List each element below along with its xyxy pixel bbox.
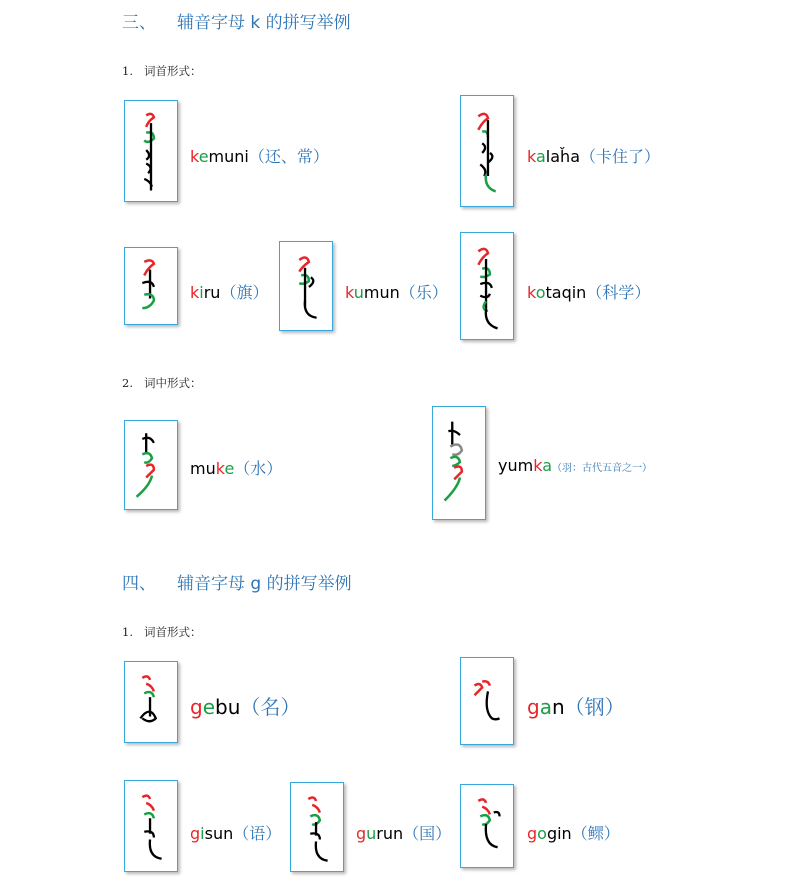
group-number: 1. <box>122 625 133 639</box>
section-title: 辅音字母 k 的拼写举例 <box>177 13 351 33</box>
script-card-kiru <box>124 247 178 325</box>
example-word-gan: gan（钢） <box>527 695 625 719</box>
group-number: 1. <box>122 64 133 78</box>
mongolian-script-glyph <box>125 781 177 871</box>
group-label-text: 词中形式： <box>144 376 202 390</box>
example-word-muke: muke（水） <box>190 459 283 478</box>
gloss: （科学） <box>586 283 651 302</box>
mongolian-script-glyph <box>125 662 177 742</box>
section-title: 辅音字母 g 的拼写举例 <box>177 574 352 594</box>
mongolian-script-glyph <box>291 783 343 871</box>
mongolian-script-glyph <box>461 785 513 867</box>
script-card-gisun <box>124 780 178 872</box>
section-heading-k <box>122 8 351 33</box>
section-number: 三、 <box>122 13 156 33</box>
gloss: （钢） <box>564 695 625 719</box>
gloss: （鳏） <box>571 824 620 843</box>
group-label-text: 词首形式： <box>144 64 202 78</box>
script-card-kalaha <box>460 95 514 207</box>
script-card-kumun <box>279 241 333 331</box>
example-word-kemuni: kemuni（还、常） <box>190 147 329 166</box>
section-heading-g <box>122 569 352 594</box>
mongolian-script-glyph <box>125 101 177 201</box>
gloss: （名） <box>240 695 301 719</box>
script-card-kotaqin <box>460 232 514 340</box>
script-card-gan <box>460 657 514 745</box>
script-card-muke <box>124 420 178 510</box>
group-label-initial <box>122 624 202 640</box>
mongolian-script-glyph <box>280 242 332 330</box>
example-word-gurun: gurun（国） <box>356 824 452 843</box>
script-card-gogin <box>460 784 514 868</box>
gloss: （羽：古代五音之一） <box>552 463 652 474</box>
mongolian-script-glyph <box>125 421 177 509</box>
gloss: （语） <box>233 824 282 843</box>
example-word-gebu: gebu（名） <box>190 695 301 719</box>
script-card-yumka <box>432 406 486 520</box>
section-number: 四、 <box>122 574 156 594</box>
script-card-gebu <box>124 661 178 743</box>
example-word-kumun: kumun（乐） <box>345 283 448 302</box>
group-label-text: 词首形式： <box>144 625 202 639</box>
group-label-medial <box>122 375 202 391</box>
gloss: （乐） <box>399 283 448 302</box>
gloss: （还、常） <box>248 147 329 166</box>
group-number: 2. <box>122 376 133 390</box>
script-card-gurun <box>290 782 344 872</box>
example-word-kalaha: kalaȟa（卡住了） <box>527 147 661 166</box>
example-word-kotaqin: kotaqin（科学） <box>527 283 651 302</box>
mongolian-script-glyph <box>461 96 513 206</box>
mongolian-script-glyph <box>461 658 513 744</box>
example-word-kiru: kiru（旗） <box>190 283 269 302</box>
mongolian-script-glyph <box>433 407 485 519</box>
mongolian-script-glyph <box>125 248 177 324</box>
gloss: （国） <box>403 824 452 843</box>
script-card-kemuni <box>124 100 178 202</box>
mongolian-script-glyph <box>461 233 513 339</box>
example-word-gogin: gogin（鳏） <box>527 824 620 843</box>
example-word-gisun: gisun（语） <box>190 824 282 843</box>
group-label-initial <box>122 63 202 79</box>
gloss: （旗） <box>220 283 269 302</box>
gloss: （卡住了） <box>580 147 661 166</box>
gloss: （水） <box>234 459 283 478</box>
example-word-yumka: yumka（羽：古代五音之一） <box>498 456 652 475</box>
